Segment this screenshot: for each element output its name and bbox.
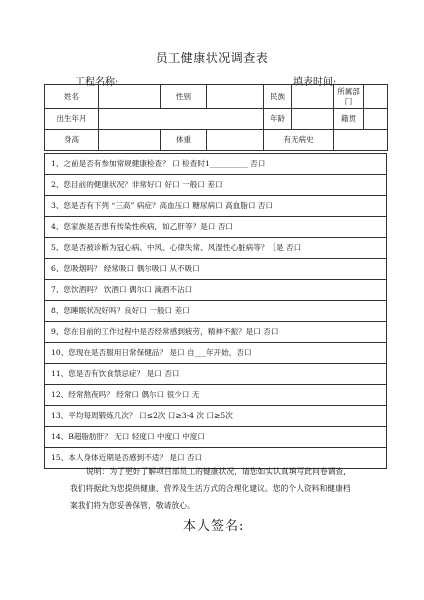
question-row[interactable]: 3、您是否有下列 “三高” 病症？高血压口 糖尿病口 高血脂口 否口 bbox=[45, 195, 386, 216]
age-label: 年龄 bbox=[264, 109, 292, 130]
question-row[interactable]: 9、您在目前的工作过程中是否经常感到疲劳，精神不振？是口 否口 bbox=[45, 321, 386, 342]
medical-history-field[interactable] bbox=[334, 130, 388, 151]
birth-field[interactable] bbox=[99, 109, 264, 130]
question-row[interactable]: 10、您现在是否服用日常保健品？ 是口 自___年开始，否口 bbox=[45, 342, 386, 363]
signature-label: 本人签名: bbox=[183, 519, 245, 534]
question-row[interactable]: 14、B超脂肪肝？ 无口 轻度口 中度口 中度口 bbox=[45, 426, 386, 447]
note-line: 案我们将为您妥善保管，敬请放心。 bbox=[70, 501, 195, 510]
medical-history-label: 有无病史 bbox=[264, 130, 334, 151]
note-line: 说明：为了更好了解项目部员工的健康状况，请您如实认真填写此问卷调查， bbox=[86, 467, 352, 476]
birth-label: 出生年月 bbox=[45, 109, 99, 130]
question-row[interactable]: 13、平均每周锻炼几次？ 口≤2次 口≥3-4 次 口≥5次 bbox=[45, 405, 386, 426]
native-place-label: 籍贯 bbox=[334, 109, 364, 130]
height-field[interactable] bbox=[99, 130, 161, 151]
weight-field[interactable] bbox=[207, 130, 264, 151]
question-row[interactable]: 6、您吸烟吗？ 经常吸口 偶尔吸口 从不吸口 bbox=[45, 258, 386, 279]
personal-info-table bbox=[44, 84, 388, 151]
height-label: 身高 bbox=[45, 130, 99, 151]
gender-label: 性别 bbox=[161, 85, 207, 109]
ethnicity-label: 民族 bbox=[264, 85, 292, 109]
question-row[interactable]: 1、之前是否有参加常规健康检查？ 口 检查时1__________ 否口 bbox=[45, 153, 386, 174]
ethnicity-field[interactable] bbox=[292, 85, 334, 109]
weight-label: 体重 bbox=[161, 130, 207, 151]
question-row[interactable]: 12、经常熬夜吗？ 经常口 偶尔口 很少口 无 bbox=[45, 384, 386, 405]
question-row[interactable]: 5、您是否被诊断为冠心病、中风、心律失常、风湿性心脏病等？［是 否口 bbox=[45, 237, 386, 258]
note-line: 我们将据此为您提供健康、营养及生活方式的合理化建议。您的个人资料和健康档 bbox=[70, 484, 351, 493]
question-row[interactable]: 2、您目前的健康状况？非常好口 好口 一般口 差口 bbox=[45, 174, 386, 195]
question-row[interactable]: 8、您睡眠状况好吗？良好口 一般口 差口 bbox=[45, 300, 386, 321]
age-field[interactable] bbox=[292, 109, 334, 130]
question-row[interactable]: 7、您饮酒吗？ 饮酒口 偶尔口 滴酒不沾口 bbox=[45, 279, 386, 300]
department-field[interactable] bbox=[364, 85, 388, 109]
questions-table bbox=[44, 153, 387, 469]
question-row[interactable]: 11、您是否有饮食禁忌症？ 是口 否口 bbox=[45, 363, 386, 384]
project-name-label: 工程名称: bbox=[75, 77, 119, 88]
instructions-note bbox=[70, 463, 382, 514]
document-title: 员工健康状况调查表 bbox=[155, 51, 269, 65]
name-label: 姓名 bbox=[45, 85, 99, 109]
fill-time-label: 填表时间: bbox=[293, 77, 337, 88]
name-field[interactable] bbox=[99, 85, 161, 109]
native-place-field[interactable] bbox=[364, 109, 388, 130]
gender-field[interactable] bbox=[207, 85, 264, 109]
department-label: 所属部门 bbox=[334, 85, 364, 109]
question-row[interactable]: 4、您家族是否患有传染性疾病，如乙肝等？是口 否口 bbox=[45, 216, 386, 237]
question-row[interactable]: 15、本人身体近期是否感到不适？ 是口 否口 bbox=[45, 447, 386, 468]
